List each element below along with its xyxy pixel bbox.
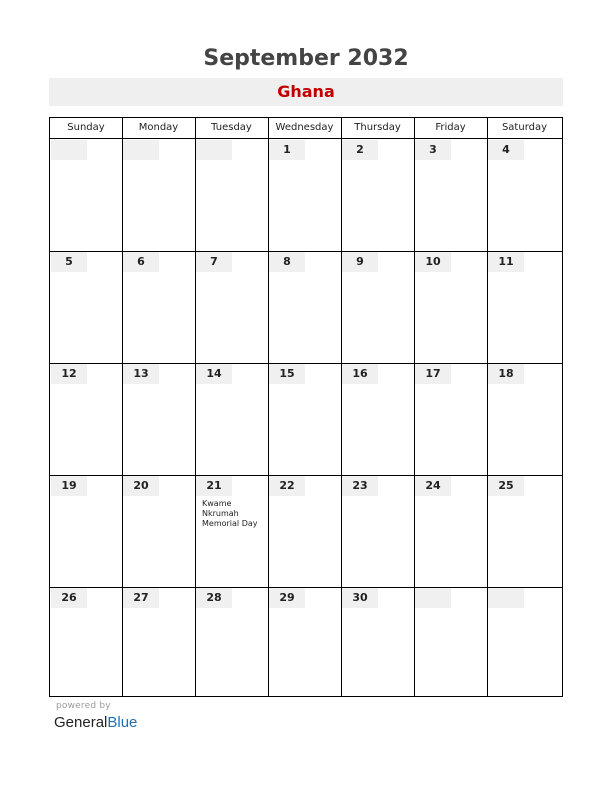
day-number: 20 — [133, 479, 149, 492]
day-number: 14 — [206, 367, 222, 380]
day-number: 27 — [133, 591, 149, 604]
day-number: 12 — [61, 367, 77, 380]
day-number — [415, 588, 451, 608]
day-cell[interactable] — [269, 252, 341, 363]
day-number: 2 — [356, 143, 364, 156]
day-cell[interactable] — [123, 588, 195, 699]
calendar-grid — [49, 117, 563, 697]
day-number: 6 — [137, 255, 145, 268]
day-cell[interactable] — [269, 364, 341, 475]
day-cell[interactable] — [488, 140, 562, 251]
day-number: 19 — [61, 479, 77, 492]
day-cell[interactable] — [196, 252, 268, 363]
page-title: September 2032 — [203, 46, 409, 71]
day-cell[interactable] — [342, 140, 414, 251]
day-cell[interactable] — [488, 476, 562, 587]
day-number: 21 — [206, 479, 222, 492]
day-cell[interactable] — [342, 476, 414, 587]
day-cell[interactable] — [342, 364, 414, 475]
day-cell[interactable] — [196, 140, 268, 251]
day-cell[interactable] — [342, 588, 414, 699]
day-number: 26 — [61, 591, 77, 604]
day-cell[interactable] — [196, 476, 268, 587]
weekday-header: Friday — [435, 122, 466, 133]
day-number: 24 — [425, 479, 441, 492]
day-number: 18 — [498, 367, 514, 380]
day-number — [123, 140, 159, 160]
day-number: 4 — [502, 143, 510, 156]
brand-logo — [54, 714, 137, 731]
day-cell[interactable] — [488, 588, 562, 699]
day-cell[interactable] — [415, 252, 487, 363]
powered-by-text: powered by — [56, 701, 111, 711]
day-number: 1 — [283, 143, 291, 156]
day-cell[interactable] — [415, 140, 487, 251]
day-number: 9 — [356, 255, 364, 268]
holiday-label: Kwame Nkrumah Memorial Day — [202, 499, 258, 528]
day-number: 22 — [279, 479, 295, 492]
day-number: 15 — [279, 367, 295, 380]
day-number: 23 — [352, 479, 368, 492]
weekday-header: Thursday — [354, 122, 401, 133]
day-number — [51, 140, 87, 160]
day-cell[interactable] — [51, 476, 122, 587]
day-cell[interactable] — [488, 252, 562, 363]
day-number: 28 — [206, 591, 222, 604]
day-number: 8 — [283, 255, 291, 268]
day-number: 17 — [425, 367, 441, 380]
day-number: 5 — [65, 255, 73, 268]
day-cell[interactable] — [488, 364, 562, 475]
weekday-header: Wednesday — [275, 122, 334, 133]
day-cell[interactable] — [196, 588, 268, 699]
weekday-header: Saturday — [501, 122, 548, 133]
day-number — [488, 588, 524, 608]
day-cell[interactable] — [269, 476, 341, 587]
day-cell[interactable] — [123, 364, 195, 475]
row-divider — [50, 138, 562, 139]
country-name: Ghana — [277, 82, 335, 101]
day-cell[interactable] — [269, 140, 341, 251]
day-cell[interactable] — [196, 364, 268, 475]
country-bar — [49, 78, 563, 106]
day-cell[interactable] — [51, 252, 122, 363]
day-cell[interactable] — [51, 140, 122, 251]
day-cell[interactable] — [51, 364, 122, 475]
day-number: 3 — [429, 143, 437, 156]
day-number: 10 — [425, 255, 441, 268]
day-cell[interactable] — [123, 140, 195, 251]
day-number: 11 — [498, 255, 514, 268]
brand-blue: Blue — [107, 714, 138, 731]
weekday-header: Tuesday — [211, 122, 252, 133]
day-cell[interactable] — [123, 252, 195, 363]
day-number: 25 — [498, 479, 514, 492]
day-number: 16 — [352, 367, 368, 380]
day-number: 13 — [133, 367, 149, 380]
day-number — [196, 140, 232, 160]
weekday-header: Sunday — [67, 122, 105, 133]
day-cell[interactable] — [269, 588, 341, 699]
day-number: 29 — [279, 591, 295, 604]
day-cell[interactable] — [51, 588, 122, 699]
day-cell[interactable] — [123, 476, 195, 587]
day-cell[interactable] — [415, 364, 487, 475]
weekday-header: Monday — [138, 122, 179, 133]
brand-general: General — [54, 714, 108, 731]
day-cell[interactable] — [415, 476, 487, 587]
day-number: 30 — [352, 591, 368, 604]
day-cell[interactable] — [342, 252, 414, 363]
day-number: 7 — [210, 255, 218, 268]
day-cell[interactable] — [415, 588, 487, 699]
